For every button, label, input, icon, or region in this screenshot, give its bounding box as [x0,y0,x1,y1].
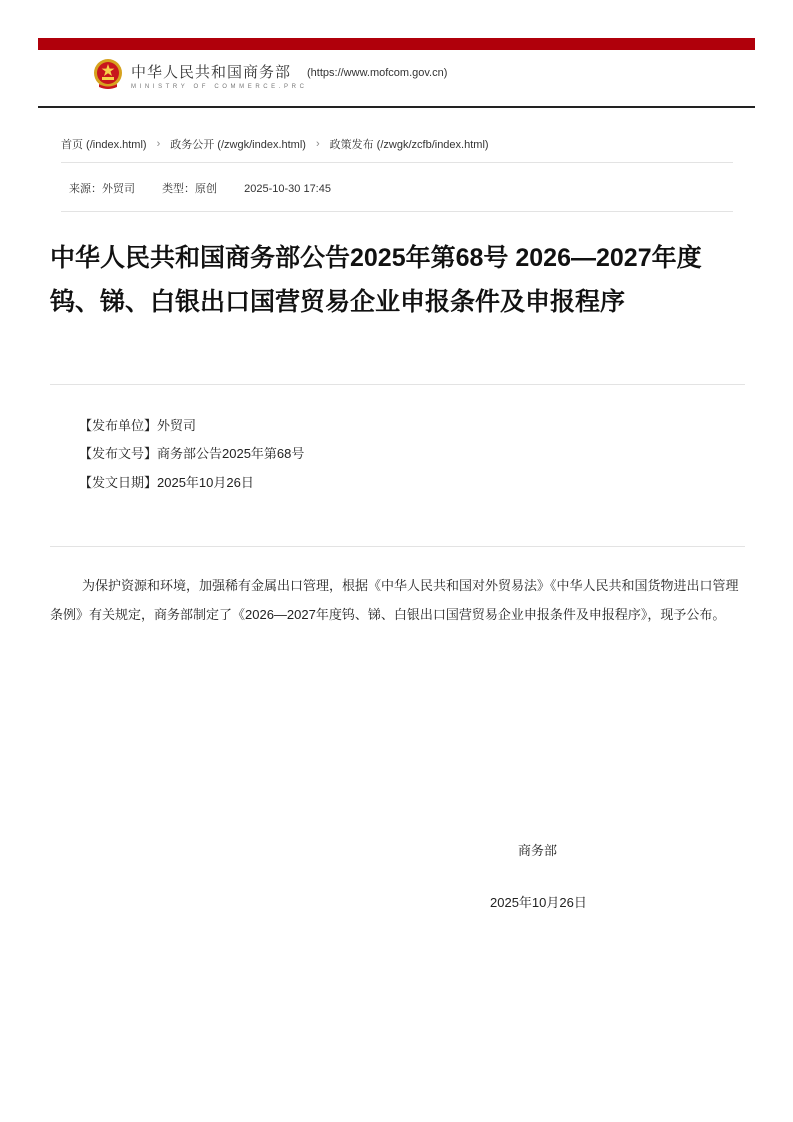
info-divider [50,546,745,547]
signature-organization: 商务部 [518,843,558,858]
ministry-url[interactable]: (https://www.mofcom.gov.cn) [307,67,448,79]
info-date-label: 【发文日期】 [79,475,158,490]
breadcrumb-home[interactable]: 首页 (/index.html) [61,139,147,151]
breadcrumb-divider [61,162,733,163]
article-meta [69,180,355,196]
title-divider [50,384,745,385]
article-body: 为保护资源和环境，加强稀有金属出口管理，根据《中华人民共和国对外贸易法》《中华人民共和国货物进出口管理条例》有关规定，商务部制定了《2026—2027年度钨、锑、白银出口国营贸易企业申报条件及申报程序》，现予公布。 [50,578,739,622]
article-title: 中华人民共和国商务部公告2025年第68号 2026—2027年度钨、锑、白银出口国营贸易企业申报条件及申报程序 [50,244,702,316]
meta-datetime: 2025-10-30 17:45 [244,183,331,195]
breadcrumb [61,136,489,152]
info-date [79,472,254,491]
ministry-name[interactable]: 中华人民共和国商务部 [131,64,292,81]
info-doc-no [79,443,304,462]
breadcrumb-open-government[interactable]: 政务公开 (/zwgk/index.html) [170,139,306,151]
info-date-value: 2025年10月26日 [157,475,254,490]
chevron-right-icon: › [315,138,320,150]
header-red-bar [38,38,755,50]
ministry-english-name: MINISTRY OF COMMERCE.PRC [131,84,308,90]
meta-divider [61,211,733,212]
info-publisher-label: 【发布单位】 [79,418,158,433]
info-doc-no-value: 商务部公告2025年第68号 [157,446,305,461]
header-divider [38,106,755,108]
meta-type: 类型：原创 [162,183,218,195]
chevron-right-icon: › [156,138,161,150]
meta-source: 来源：外贸司 [69,183,135,195]
info-publisher [79,415,196,434]
info-publisher-value: 外贸司 [157,418,197,433]
national-emblem-icon [93,58,123,90]
breadcrumb-policy-release[interactable]: 政策发布 (/zwgk/zcfb/index.html) [329,139,489,151]
signature-date: 2025年10月26日 [490,895,587,910]
info-doc-no-label: 【发布文号】 [79,446,158,461]
